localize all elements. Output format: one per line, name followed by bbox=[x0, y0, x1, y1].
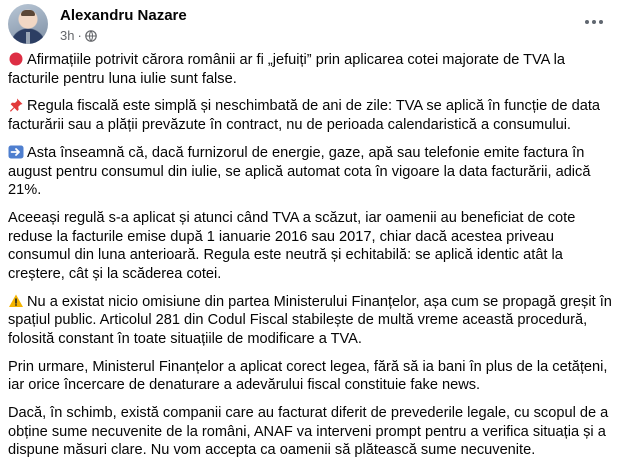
globe-icon[interactable] bbox=[85, 30, 97, 42]
post-meta bbox=[60, 28, 97, 43]
paragraph-7: Dacă, în schimb, există companii care au facturat diferit de prevederile legale, cu scopul de a obține sume necuvenite de la români, ANAF va interveni prompt pentru a verifica situația și a dispune măsuri clare. Nu vom accepta ca oamenii să plătească sume necuvenite. bbox=[8, 405, 609, 459]
paragraph-4: Aceeași regulă s-a aplicat și atunci când TVA a scăzut, iar oamenii au beneficiat de cote reduse la facturile emise după 1 ianuarie 2016 sau 2017, chiar dacă acestea priveau consumul din luna anterioară. Regula este neutră și echitabilă: se aplică identic atât la creștere, cât și la scăderea cotei. bbox=[8, 210, 576, 282]
meta-separator: · bbox=[77, 28, 82, 43]
red-circle-icon bbox=[8, 51, 24, 67]
pushpin-icon bbox=[8, 97, 24, 113]
post-header bbox=[8, 4, 612, 44]
more-options-icon[interactable] bbox=[580, 10, 608, 34]
paragraph-2: Regula fiscală este simplă și neschimbată de ani de zile: TVA se aplică în funcție de data facturării sau a plății prevăzute în contract, nu de perioada calendaristică a consumului. bbox=[8, 98, 600, 134]
paragraph-6: Prin urmare, Ministerul Finanțelor a aplicat corect legea, fără să ia bani în plus de la cetățeni, iar orice încercare de denaturare a adevărului fiscal constituie fake news. bbox=[8, 358, 608, 394]
author-name[interactable]: Alexandru Nazare bbox=[60, 7, 187, 24]
post-time[interactable]: 3h bbox=[60, 28, 75, 43]
right-arrow-icon bbox=[8, 144, 24, 160]
warning-icon bbox=[8, 293, 24, 309]
post-body bbox=[8, 51, 614, 469]
paragraph-1: Afirmațiile potrivit cărora românii ar fi „jefuiți” prin aplicarea cotei majorate de TVA la facturile pentru luna iulie sunt false. bbox=[8, 52, 566, 87]
avatar[interactable] bbox=[8, 4, 48, 44]
paragraph-3: Asta înseamnă că, dacă furnizorul de energie, gaze, apă sau telefonie emite factura în august pentru consumul din iulie, se aplică automat cota în vigoare la data facturării, adică 21%. bbox=[8, 144, 591, 199]
paragraph-5: Nu a existat nicio omisiune din partea Ministerului Finanțelor, așa cum se propagă greșit în spațiul public. Articolul 281 din Codul Fiscal stabilește de multă vreme această procedură, folosită constant în toate situațiile de modificare a TVA. bbox=[8, 293, 612, 347]
